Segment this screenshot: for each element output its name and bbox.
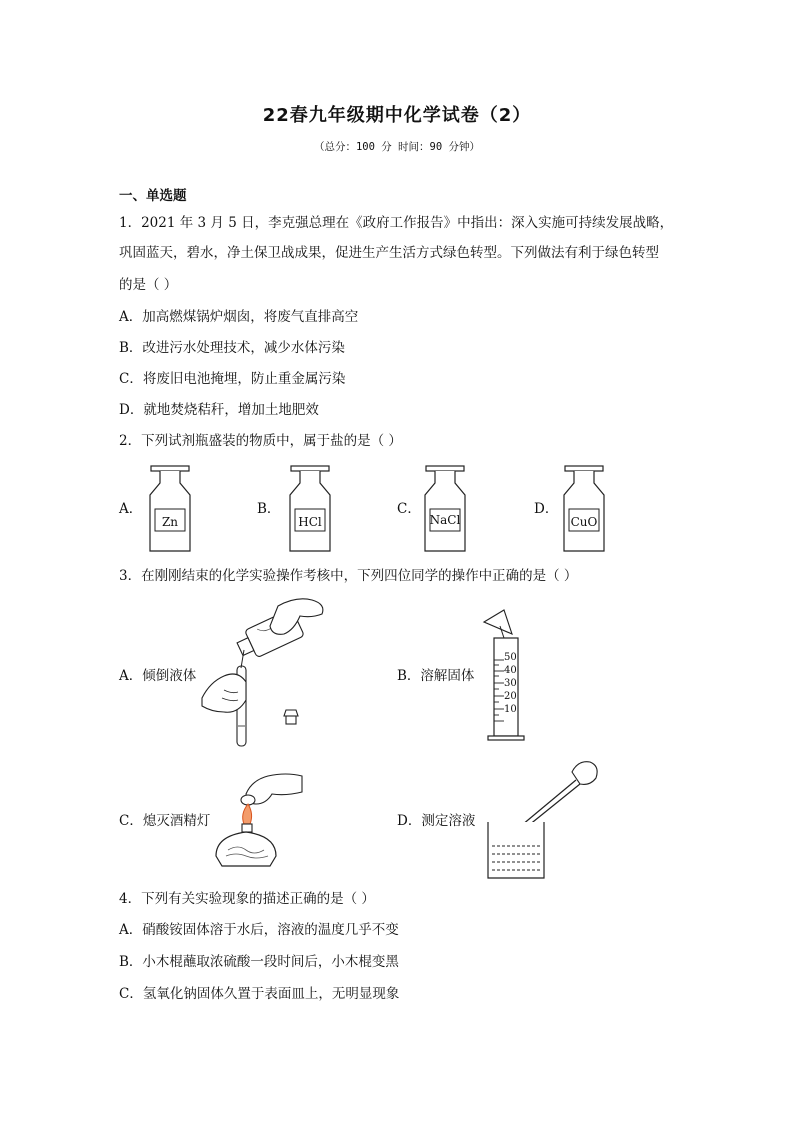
q2-option-d-letter: D． — [534, 501, 559, 517]
q3-option-d: D．测定溶液 — [397, 813, 476, 829]
q2-option-d-label: CuO — [570, 515, 598, 529]
q2-option-b-letter: B． — [257, 501, 281, 517]
q1-stem-line1: 1．2021 年 3 月 5 日，李克强总理在《政府工作报告》中指出：深入实施可持续发展战略， — [119, 215, 674, 231]
reagent-bottle-c — [422, 465, 468, 553]
cylinder-mark-30: 30 — [504, 678, 517, 689]
q4-option-c: C．氢氧化钠固体久置于表面皿上，无明显现象 — [119, 986, 400, 1002]
q2-option-b-label: HCl — [298, 515, 322, 529]
q1-option-d: D．就地焚烧秸秆，增加土地肥效 — [119, 402, 319, 418]
q3-option-c: C．熄灭酒精灯 — [119, 813, 211, 829]
alcohol-lamp-illustration — [214, 770, 306, 872]
cylinder-mark-50: 50 — [504, 652, 517, 663]
cylinder-mark-40: 40 — [504, 665, 517, 676]
q1-option-a: A．加高燃煤锅炉烟囱，将废气直排高空 — [119, 309, 359, 325]
section-heading: 一、单选题 — [119, 188, 187, 204]
q1-stem-line2: 巩固蓝天，碧水，净土保卫战成果，促进生产生活方式绿色转型。下列做法有利于绿色转型 — [119, 245, 659, 261]
q2-option-c-letter: C． — [397, 501, 421, 517]
q4-option-a: A．硝酸铵固体溶于水后，溶液的温度几乎不变 — [119, 922, 399, 938]
q1-option-b: B．改进污水处理技术，减少水体污染 — [119, 340, 345, 356]
ph-test-illustration — [486, 758, 602, 882]
cylinder-mark-20: 20 — [504, 691, 517, 702]
q1-stem-line3: 的是（ ） — [119, 277, 178, 293]
cylinder-mark-10: 10 — [504, 704, 517, 715]
q3-stem: 3．在刚刚结束的化学实验操作考核中，下列四位同学的操作中正确的是（ ） — [119, 568, 578, 584]
q2-option-c-label: NaCl — [429, 513, 461, 527]
reagent-bottle-b — [287, 465, 333, 553]
reagent-bottle-d — [561, 465, 607, 553]
reagent-bottle-a — [147, 465, 193, 553]
q2-stem: 2．下列试剂瓶盛装的物质中，属于盐的是（ ） — [119, 433, 402, 449]
exam-info: （总分：100 分 时间：90 分钟） — [313, 141, 481, 153]
q1-option-c: C．将废旧电池掩埋，防止重金属污染 — [119, 371, 346, 387]
q3-option-a: A．倾倒液体 — [119, 668, 197, 684]
q4-option-b: B．小木棍蘸取浓硫酸一段时间后，小木棍变黑 — [119, 954, 399, 970]
page-title: 22春九年级期中化学试卷（2） — [262, 105, 532, 126]
q2-option-a-label: Zn — [161, 515, 179, 529]
q2-option-a-letter: A． — [119, 501, 143, 517]
q4-stem: 4．下列有关实验现象的描述正确的是（ ） — [119, 891, 375, 907]
pouring-liquid-illustration — [200, 598, 330, 750]
q3-option-b: B．溶解固体 — [397, 668, 475, 684]
